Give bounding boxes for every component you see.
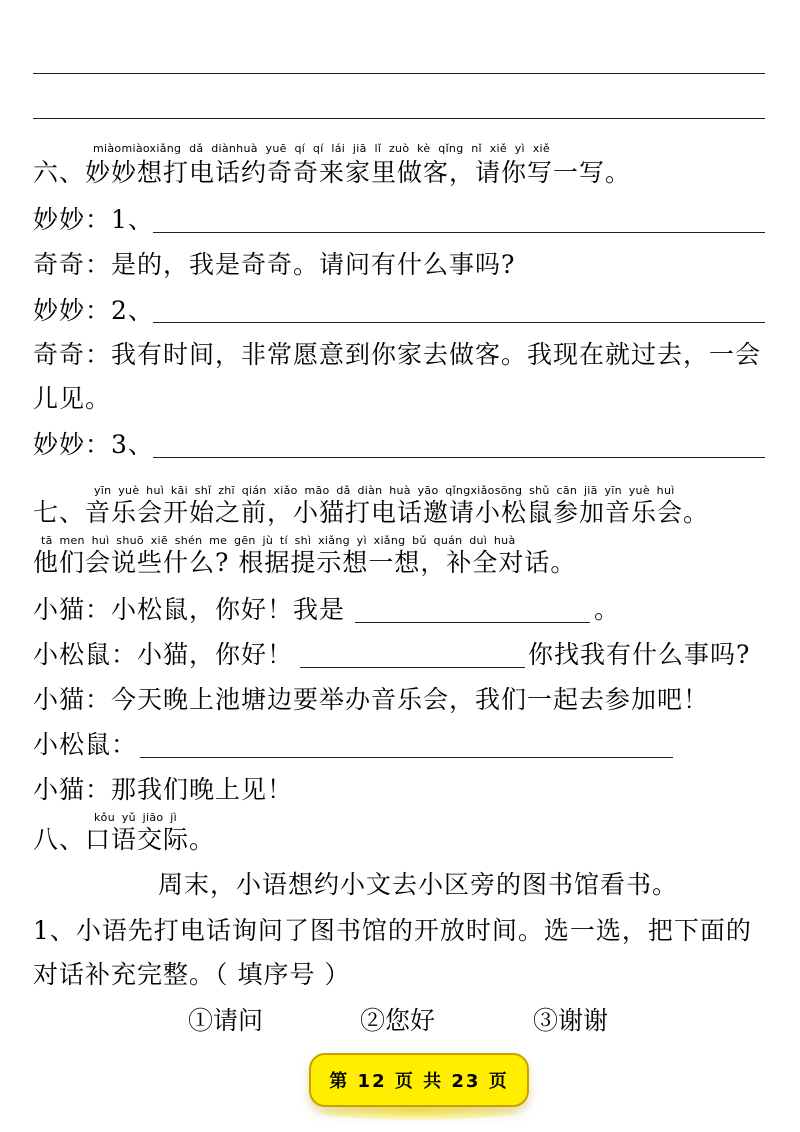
section6-line1-label: 妙妙：1、: [33, 205, 154, 234]
page-number-label: 第 12 页 共 23 页: [329, 1071, 509, 1092]
option-2: ②您好: [360, 1006, 436, 1035]
section7-answer-line-1[interactable]: [355, 622, 590, 623]
section6-title: 六、妙妙想打电话约奇奇来家里做客，请你写一写。: [33, 158, 632, 187]
answer-line-top-2[interactable]: [33, 118, 765, 119]
section7-dialog-1b: 。: [594, 595, 621, 624]
section8-question-1: 1、小语先打电话询问了图书馆的开放时间。选一选，把下面的: [33, 916, 752, 945]
section7-title-2: 他们会说些什么? 根据提示想一想，补全对话。: [33, 548, 577, 577]
section6-pinyin: miàomiàoxiǎng dǎ diànhuà yuē qí qí lái jiā lǐ zuò kè qǐng nǐ xiě yì xiě: [93, 142, 550, 155]
section6-answer-line-3[interactable]: [153, 457, 765, 458]
section6-line4: 奇奇：我有时间，非常愿意到你家去做客。我现在就过去，一会: [33, 340, 762, 369]
section7-title: 七、音乐会开始之前，小猫打电话邀请小松鼠参加音乐会。: [33, 498, 710, 527]
section7-dialog-4-label: 小松鼠：: [33, 730, 138, 759]
section6-line4b: 儿见。: [33, 384, 112, 413]
answer-line-top-1[interactable]: [33, 73, 765, 74]
section8-title: 八、口语交际。: [33, 825, 216, 854]
section7-dialog-1a: 小猫：小松鼠，你好！我是: [33, 595, 346, 624]
option-1: ①请问: [188, 1006, 264, 1035]
page-number-badge: [309, 1053, 529, 1107]
section6-line5-label: 妙妙：3、: [33, 430, 154, 459]
section7-dialog-2a: 小松鼠：小猫，你好！: [33, 640, 294, 669]
section7-dialog-2b: 你找我有什么事吗?: [528, 640, 751, 669]
section7-dialog-3: 小猫：今天晚上池塘边要举办音乐会，我们一起去参加吧！: [33, 685, 710, 714]
section6-answer-line-2[interactable]: [153, 322, 765, 323]
section6-line2: 奇奇：是的，我是奇奇。请问有什么事吗?: [33, 250, 516, 279]
section7-pinyin-1: yīn yuè huì kāi shǐ zhī qián xiǎo māo dǎ diàn huà yāo qǐngxiǎosōng shǔ cān jiā yīn yuè huì: [94, 484, 675, 497]
section7-dialog-5: 小猫：那我们晚上见！: [33, 775, 294, 804]
section6-line3-label: 妙妙：2、: [33, 296, 154, 325]
section8-intro: 周末，小语想约小文去小区旁的图书馆看书。: [158, 870, 679, 899]
section8-pinyin: kǒu yǔ jiāo jì: [94, 811, 177, 824]
section6-answer-line-1[interactable]: [153, 232, 765, 233]
section8-question-1b: 对话补充完整。（ 填序号 ）: [33, 960, 351, 989]
section7-pinyin-2: tā men huì shuō xiē shén me gēn jù tí shì xiǎng yì xiǎng bǔ quán duì huà: [41, 534, 516, 547]
option-3: ③谢谢: [533, 1006, 609, 1035]
section7-answer-line-3[interactable]: [140, 757, 673, 758]
section7-answer-line-2[interactable]: [300, 667, 525, 668]
